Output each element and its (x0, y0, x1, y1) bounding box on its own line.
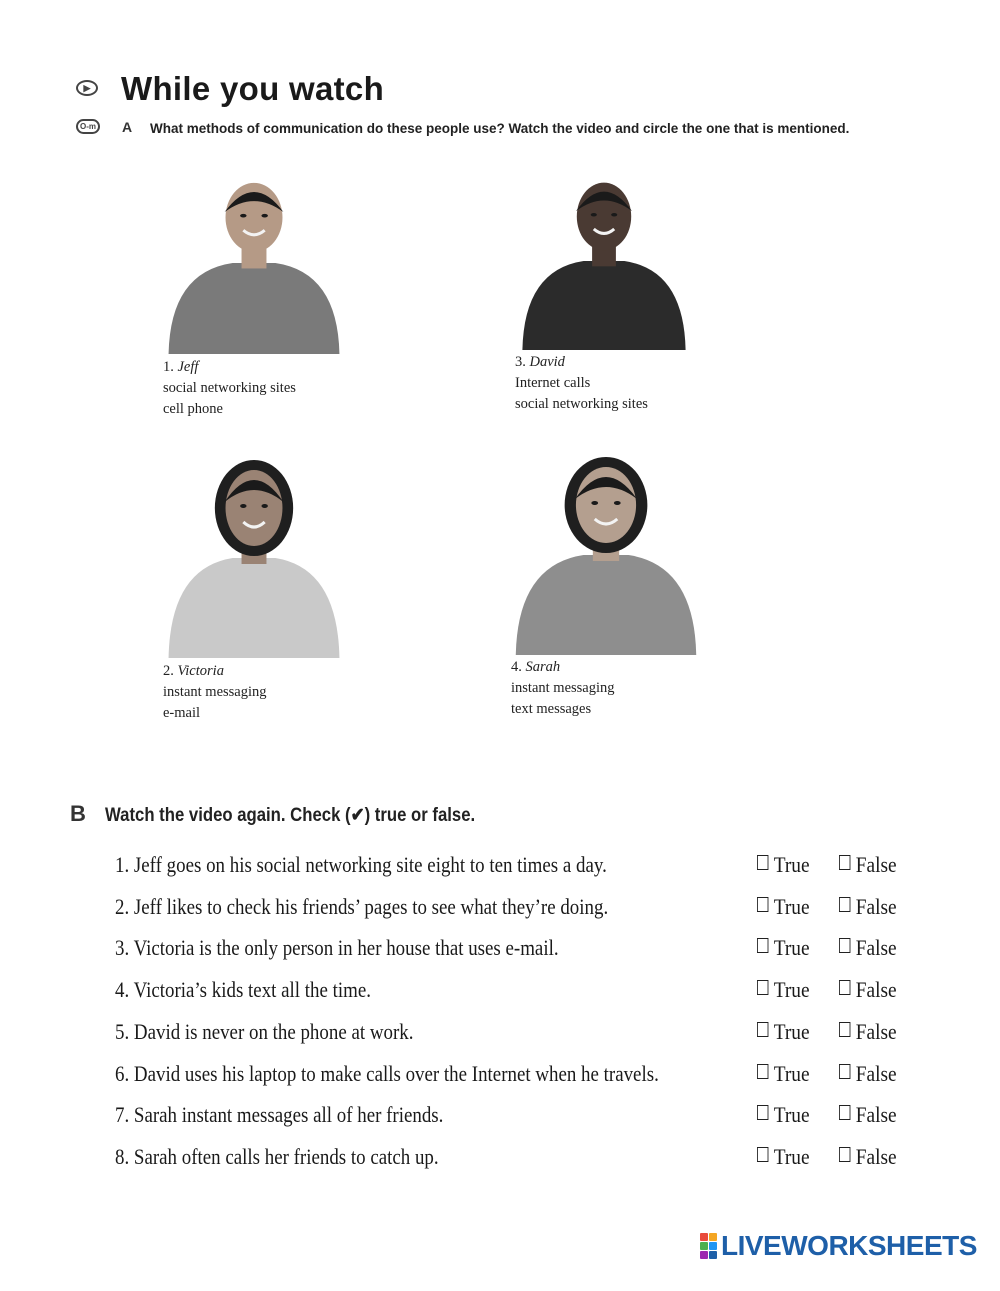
checkbox-square-icon[interactable] (839, 1064, 850, 1079)
person-number: 1. (163, 359, 174, 375)
checkbox-square-icon[interactable] (757, 1105, 768, 1120)
checkbox-square-icon[interactable] (757, 855, 768, 870)
logo-square (709, 1251, 717, 1259)
logo-square (700, 1251, 708, 1259)
false-label: False (855, 1144, 897, 1169)
option-text[interactable]: Internet calls (515, 375, 591, 391)
checkbox-square-icon[interactable] (757, 938, 768, 953)
person-number: 4. (511, 659, 522, 675)
option-text[interactable]: social networking sites (515, 396, 648, 412)
true-checkbox[interactable] (757, 977, 810, 1003)
false-checkbox[interactable] (839, 935, 897, 961)
person-name: Victoria (177, 663, 224, 679)
checkbox-square-icon[interactable] (839, 938, 850, 953)
checkbox-square-icon[interactable] (839, 980, 850, 995)
portrait-illustration (165, 458, 343, 658)
false-checkbox[interactable] (839, 1102, 897, 1128)
caption-victoria (163, 661, 267, 724)
statement-text: 8. Sarah often calls her friends to catch up. (115, 1144, 439, 1169)
false-checkbox[interactable] (839, 852, 897, 878)
caption-jeff (163, 357, 296, 420)
checkbox-square-icon[interactable] (839, 855, 850, 870)
true-label: True (773, 852, 810, 877)
true-label: True (773, 935, 810, 960)
video-icon: ▶ (76, 80, 98, 96)
person-name: Sarah (525, 659, 561, 675)
logo-mark-icon (700, 1233, 717, 1259)
person-name: Jeff (177, 359, 199, 375)
checkbox-square-icon[interactable] (839, 1022, 850, 1037)
section-b-instruction: Watch the video again. Check (✔) true or false. (105, 805, 476, 826)
statement-text: 3. Victoria is the only person in her house that uses e-mail. (115, 935, 559, 960)
true-checkbox[interactable] (757, 1061, 810, 1087)
false-label: False (855, 1102, 897, 1127)
statement-text: 6. David uses his laptop to make calls over the Internet when he travels. (115, 1061, 659, 1086)
checkbox-square-icon[interactable] (757, 1147, 768, 1162)
checkbox-square-icon[interactable] (839, 1147, 850, 1162)
true-checkbox[interactable] (757, 1102, 810, 1128)
false-checkbox[interactable] (839, 1061, 897, 1087)
section-a-instruction: What methods of communication do these people use? Watch the video and circle the one that is mentioned. (150, 121, 850, 136)
false-checkbox[interactable] (839, 1019, 897, 1045)
true-checkbox[interactable] (757, 894, 810, 920)
statement-text: 1. Jeff goes on his social networking site eight to ten times a day. (115, 852, 607, 877)
portrait-illustration (519, 172, 689, 350)
false-checkbox[interactable] (839, 894, 897, 920)
statement-text: 7. Sarah instant messages all of her friends. (115, 1102, 444, 1127)
true-label: True (773, 1144, 810, 1169)
logo-square (700, 1233, 708, 1241)
option-text[interactable]: instant messaging (511, 680, 615, 696)
true-checkbox[interactable] (757, 1019, 810, 1045)
page-title: While you watch (121, 70, 385, 107)
logo-square (700, 1242, 708, 1250)
true-checkbox[interactable] (757, 852, 810, 878)
option-text[interactable]: instant messaging (163, 684, 267, 700)
false-label: False (855, 1019, 897, 1044)
false-label: False (855, 1061, 897, 1086)
portrait-illustration (512, 455, 700, 655)
true-label: True (773, 1102, 810, 1127)
photo-sarah (512, 455, 700, 655)
false-label: False (855, 894, 897, 919)
checkbox-square-icon[interactable] (757, 1022, 768, 1037)
false-label: False (855, 852, 897, 877)
logo-square (709, 1242, 717, 1250)
true-label: True (773, 1019, 810, 1044)
true-label: True (773, 894, 810, 919)
answer-key-icon: O-m (76, 119, 100, 134)
checkbox-square-icon[interactable] (757, 897, 768, 912)
person-number: 2. (163, 663, 174, 679)
statement-text: 4. Victoria’s kids text all the time. (115, 977, 371, 1002)
checkbox-square-icon[interactable] (839, 1105, 850, 1120)
caption-david (515, 352, 648, 415)
statement-text: 2. Jeff likes to check his friends’ pages to see what they’re doing. (115, 894, 609, 919)
logo-text: LIVEWORKSHEETS (721, 1230, 977, 1261)
true-checkbox[interactable] (757, 935, 810, 961)
true-label: True (773, 1061, 810, 1086)
person-number: 3. (515, 354, 526, 370)
checkbox-square-icon[interactable] (757, 980, 768, 995)
true-checkbox[interactable] (757, 1144, 810, 1170)
person-name: David (529, 354, 565, 370)
false-checkbox[interactable] (839, 977, 897, 1003)
true-label: True (773, 977, 810, 1002)
statement-text: 5. David is never on the phone at work. (115, 1019, 414, 1044)
false-label: False (855, 935, 897, 960)
option-text[interactable]: text messages (511, 701, 592, 717)
portrait-illustration (165, 172, 343, 354)
section-a-letter: A (122, 119, 133, 135)
false-label: False (855, 977, 897, 1002)
photo-jeff (165, 172, 343, 354)
option-text[interactable]: e-mail (163, 705, 201, 721)
liveworksheets-logo (700, 1230, 977, 1262)
option-text[interactable]: social networking sites (163, 380, 296, 396)
option-text[interactable]: cell phone (163, 401, 223, 417)
checkbox-square-icon[interactable] (757, 1064, 768, 1079)
section-b-letter: B (70, 801, 86, 826)
false-checkbox[interactable] (839, 1144, 897, 1170)
checkbox-square-icon[interactable] (839, 897, 850, 912)
photo-victoria (165, 458, 343, 658)
caption-sarah (511, 657, 615, 720)
logo-square (709, 1233, 717, 1241)
photo-david (519, 172, 689, 350)
